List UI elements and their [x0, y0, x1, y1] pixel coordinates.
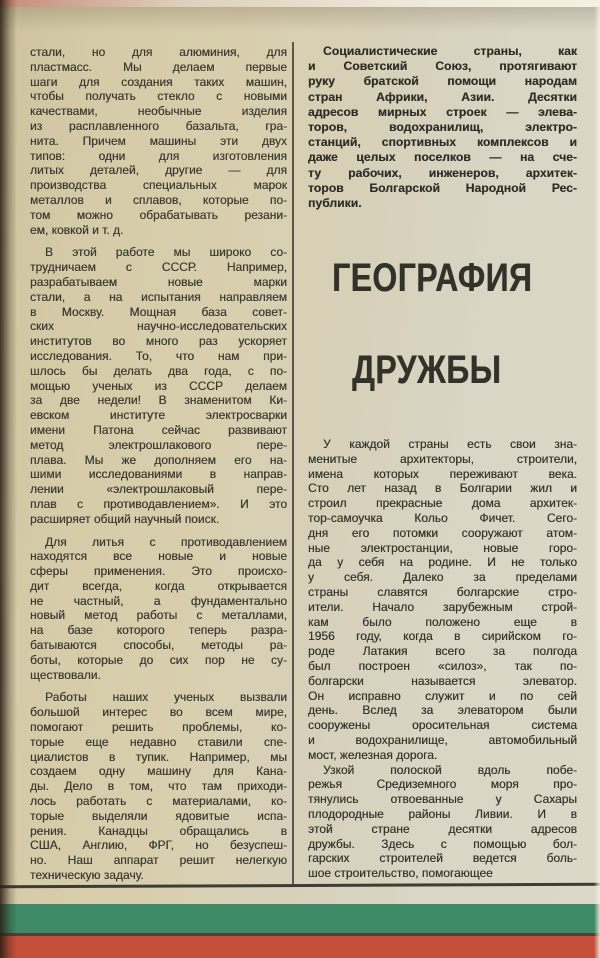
paragraph: [308, 44, 577, 211]
text-line: на базе которого теперь разра-: [30, 623, 287, 638]
text-line: торов Болгарской Народной Рес-: [308, 180, 577, 195]
text-line: дружбы. Здесь с помощью бол-: [308, 836, 577, 851]
text-line: болгарски называется элеватор.: [308, 673, 577, 688]
text-line: металлов и сплавов, которые по-: [30, 192, 287, 207]
text-line: рения. Канадцы обращались в: [30, 823, 287, 838]
text-line: за две недели! В знаменитом Ки-: [30, 393, 287, 408]
text-line: разрабатываем новые марки: [30, 274, 287, 289]
text-line: том можно обрабатывать резани-: [30, 207, 287, 222]
text-line: Работы наших ученых вызвали: [45, 690, 287, 705]
text-line: адресов мирных строек — элева-: [308, 104, 577, 119]
text-line: плодородные районы Ливии. И в: [308, 806, 577, 821]
text-line: чтобы получать стекло с новыми: [30, 89, 287, 104]
text-line: стали, но для алюминия, для: [30, 45, 287, 59]
text-line: гарских строителей ведется боль-: [308, 851, 577, 866]
text-line: ских научно-исследовательских: [30, 319, 287, 334]
paragraph: [308, 763, 577, 881]
text-line: ем, ковкой и т. д.: [30, 222, 124, 237]
text-line: помогают решить проблемы, ко-: [30, 720, 287, 735]
text-line: батываются способы, методы ра-: [30, 638, 287, 653]
article-body: [308, 437, 577, 881]
text-line: торые выделяли ядовитые испа-: [30, 808, 287, 823]
text-line: станций, спортивных комплексов и: [308, 135, 577, 150]
text-line: имени Патона сейчас развивают: [30, 422, 287, 437]
left-text-column: [30, 45, 287, 883]
text-line: большой интерес во всем мире,: [30, 705, 287, 720]
text-line: режья Средиземного моря про-: [308, 777, 577, 792]
text-line: находятся все новые и новые: [30, 549, 287, 564]
text-line: ществовали.: [30, 667, 101, 682]
text-line: страны славятся болгарские стро-: [308, 584, 577, 599]
text-line: публики.: [308, 196, 362, 211]
text-line: торые еще недавно ставили спе-: [30, 734, 287, 749]
page-left-shadow: [0, 0, 17, 958]
text-line: руку братской помощи народам: [308, 74, 577, 89]
text-line: ту рабочих, инженеров, архитек-: [308, 165, 577, 180]
text-line: Он исправно служит и по сей: [308, 688, 577, 703]
text-line: шое строительство, помогающее: [308, 866, 493, 881]
text-line: кам было положено еще в: [308, 614, 577, 629]
text-line: и Советский Союз, протягивают: [308, 59, 577, 74]
article-lead-paragraph: [308, 44, 577, 211]
text-line: тор-самоучка Кольо Фичет. Сего-: [308, 510, 577, 525]
flag-stripe-green: [0, 904, 600, 933]
text-line: евском институте электросварки: [30, 408, 287, 423]
text-line: трудничаем с СССР. Например,: [30, 260, 287, 275]
text-line: новый метод работы с металлами,: [30, 608, 287, 623]
text-line: шаги для создания таких машин,: [30, 74, 287, 89]
text-line: но. Наш аппарат решит нелегкую: [30, 853, 287, 868]
text-line: плав с противодавлением». И это: [30, 496, 287, 511]
text-line: ды. Дело в том, что там приходи-: [30, 779, 287, 794]
article-title-line-1: ГЕОГРАФИЯ: [332, 256, 533, 300]
text-line: типов: одни для изготовления: [30, 148, 287, 163]
text-line: исследования. То, что нам при-: [30, 348, 287, 363]
text-line: нита. Причем машины эти двух: [30, 133, 287, 148]
text-line: качествами, необычные изделия: [30, 104, 287, 119]
text-line: торов, водохранилищ, электро-: [308, 120, 577, 135]
text-line: дит всегда, когда открывается: [30, 578, 287, 593]
text-line: не частный, а фундаментально: [30, 593, 287, 608]
text-line: менитые архитекторы, строители,: [308, 451, 577, 466]
page-top-edge: [0, 0, 600, 7]
text-line: метод электрошлакового пере-: [30, 437, 287, 452]
text-line: сооружены оросительная система: [308, 718, 577, 733]
paragraph: [308, 437, 577, 763]
text-line: шлось бы делать два года, с по-: [30, 363, 287, 378]
text-line: сферы применения. Это происхо-: [30, 564, 287, 579]
paragraph: [30, 245, 287, 526]
paragraph: [30, 45, 287, 237]
text-line: мощью ученых из СССР делаем: [30, 378, 287, 393]
text-line: США, Англию, ФРГ, но безуспеш-: [30, 838, 287, 853]
text-line: 1956 году, когда в сирийском го-: [308, 629, 577, 644]
text-line: строил прекрасные дома архитек-: [308, 496, 577, 511]
text-line: из расплавленного базальта, гра-: [30, 118, 287, 133]
text-line: создаем одну машину для Кана-: [30, 764, 287, 779]
text-line: лении «электрошлаковый пере-: [30, 482, 287, 497]
text-line: да у себя на родине. И не только: [308, 555, 577, 570]
text-line: производства специальных марок: [30, 178, 287, 193]
text-line: литых деталей, другие — для: [30, 163, 287, 178]
text-line: Для литья с противодавлением: [45, 534, 287, 549]
text-line: день. Вслед за элеватором были: [308, 703, 577, 718]
text-line: и водохранилище, автомобильный: [308, 732, 577, 747]
page-top-shadow: [0, 7, 600, 31]
text-line: институтов во много раз ускоряет: [30, 334, 287, 349]
right-text-column: [308, 44, 577, 924]
paragraph: [30, 535, 287, 683]
text-line: боты, которые до сих пор не су-: [30, 652, 287, 667]
text-line: Сто лет назад в Болгарии жил и: [308, 481, 577, 496]
text-line: ители. Начало зарубежным строй-: [308, 599, 577, 614]
text-line: даже целых поселков — на сче-: [308, 150, 577, 165]
flag-stripe-red: [0, 936, 600, 958]
text-line: У каждой страны есть свои зна-: [323, 437, 577, 451]
text-line: Социалистические страны, как: [323, 44, 577, 58]
article-title-line-2: ДРУЖБЫ: [352, 348, 502, 392]
text-line: техническую задачу.: [30, 868, 144, 883]
text-line: Узкой полоской вдоль побе-: [323, 762, 577, 777]
text-line: в Москву. Мощная база совет-: [30, 304, 287, 319]
column-divider: [292, 42, 294, 886]
text-line: пластмасс. Мы делаем первые: [30, 59, 287, 74]
text-line: ные электростанции, новые горо-: [308, 540, 577, 555]
text-line: тянулись отвоеванные у Сахары: [308, 792, 577, 807]
text-line: у себя. Далеко за пределами: [308, 570, 577, 585]
text-line: расширяет общий научный поиск.: [30, 511, 220, 526]
text-line: дня его потомки сооружают атом-: [308, 525, 577, 540]
text-line: стали, а на испытания направляем: [30, 289, 287, 304]
text-line: шими исследованиями в направ-: [30, 467, 287, 482]
text-line: мост, железная дорога.: [308, 747, 438, 762]
text-line: лось работать с материалами, ко-: [30, 794, 287, 809]
text-line: плава. Мы же дополняем его на-: [30, 452, 287, 467]
text-line: имена которых переживают века.: [308, 466, 577, 481]
paragraph: [30, 690, 287, 882]
text-line: был построен «силоз», так по-: [308, 658, 577, 673]
text-line: этой стране десятки адресов: [308, 821, 577, 836]
text-line: роде Латакия всего за полгода: [308, 644, 577, 659]
text-line: В этой работе мы широко со-: [45, 245, 287, 260]
page-right-edge: [594, 0, 600, 958]
text-line: стран Африки, Азии. Десятки: [308, 89, 577, 104]
text-line: циалистов в тупик. Например, мы: [30, 749, 287, 764]
